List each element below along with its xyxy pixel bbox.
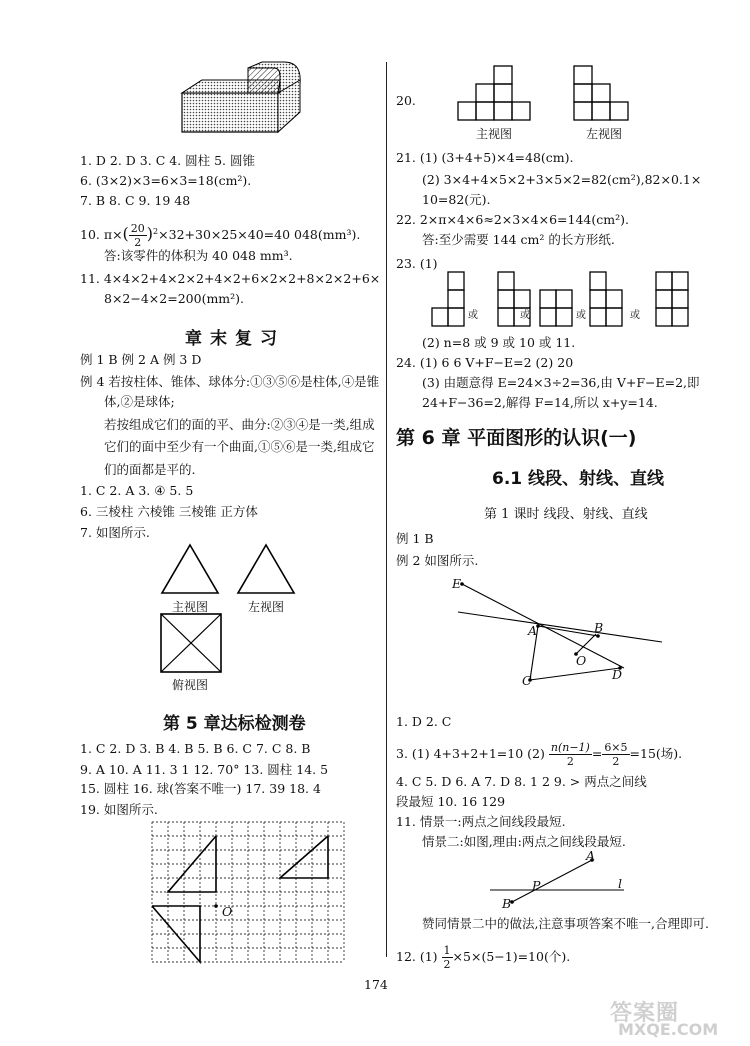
line-l-label: l xyxy=(618,876,622,891)
review-ans-1-5: 1. C 2. A 3. ④ 5. 5 xyxy=(80,483,194,498)
q21-line1: 21. (1) (3+4+5)×4=48(cm). xyxy=(396,150,574,165)
caption-front-view: 主视图 xyxy=(172,600,209,614)
test-ans-15-18: 15. 圆柱 16. 球(答案不唯一) 17. 39 18. 4 xyxy=(80,781,321,796)
fraction-numerator: 6×5 xyxy=(604,741,628,754)
test-ans-1-8: 1. C 2. D 3. B 4. B 5. B 6. C 7. C 8. B xyxy=(80,741,311,756)
review-ex-4-line3: 若按组成它们的面的平、曲分:②③④是一类,组成 xyxy=(104,417,375,432)
sec-ans-3-prefix: 3. (1) 4+3+2+1=10 (2) xyxy=(396,746,545,761)
q24-line3: 24+F−36=2,解得 F=14,所以 x+y=14. xyxy=(422,395,658,410)
ans-7-9: 7. B 8. C 9. 19 48 xyxy=(80,193,191,208)
solid-figure xyxy=(180,60,305,140)
ans-11-line2: 8×2−4×2=200(mm²). xyxy=(104,291,245,306)
sec-ans-11-line2: 情景二:如图,理由:两点之间线段最短. xyxy=(422,834,626,849)
sec-ans-11-line3: 赞同情景二中的做法,注意事项答案不唯一,合理即可. xyxy=(422,916,709,931)
q20-number: 20. xyxy=(396,93,416,108)
sec-ans-4-9-line2: 段最短 10. 16 129 xyxy=(396,794,506,809)
point-b: B xyxy=(594,620,604,635)
fraction-denominator: 2 xyxy=(134,236,142,249)
lines-figure xyxy=(448,572,668,690)
point-o: O xyxy=(576,653,587,668)
grid-figure xyxy=(152,822,344,964)
sec-ans-3 xyxy=(396,741,682,768)
sec-ans-12-prefix: 12. (1) xyxy=(396,949,438,964)
fraction-numerator: 20 xyxy=(130,222,145,235)
column-divider xyxy=(386,62,387,957)
sec-ans-3-rest: =15(场). xyxy=(629,746,683,761)
sec-ans-12-rest: ×5×(5−1)=10(个). xyxy=(452,949,571,964)
ans-10-rest: ×32+30×25×40=40 048(mm³). xyxy=(158,227,361,242)
caption-left-view: 左视图 xyxy=(248,600,285,614)
q23-or-1: 或 xyxy=(468,310,478,321)
fraction-numerator: 1 xyxy=(443,944,451,957)
watermark-url: MXQE.COM xyxy=(618,1020,719,1039)
example-1: 例 1 B xyxy=(396,531,434,546)
equals-sign: = xyxy=(591,746,603,761)
q23-or-4: 或 xyxy=(630,310,640,321)
fraction-numerator: n(n−1) xyxy=(550,741,590,754)
heading-lesson-1: 第 1 课时 线段、射线、直线 xyxy=(484,507,648,522)
point-a: A xyxy=(528,623,538,638)
heading-chapter-review: 章末复习 xyxy=(185,329,285,349)
q23-label: 23. (1) xyxy=(396,256,438,271)
test-ans-19: 19. 如图所示. xyxy=(80,802,158,817)
review-ex-4-line1: 例 4 若按柱体、锥体、球体分:①③⑤⑥是柱体,④是锥 xyxy=(80,374,380,389)
ans-10-conclusion: 答:该零件的体积为 40 048 mm³. xyxy=(104,248,293,263)
point-c: C xyxy=(522,673,532,688)
ans-6: 6. (3×2)×3=6×3=18(cm²). xyxy=(80,173,252,188)
q24-line2: (3) 由题意得 E=24×3÷2=36,由 V+F−E=2,即 xyxy=(422,375,700,390)
point-d: D xyxy=(612,667,623,682)
q22-line2: 答:至少需要 144 cm² 的长方形纸. xyxy=(422,232,615,247)
left-view-triangle xyxy=(236,543,296,595)
fraction-denominator: 2 xyxy=(612,755,620,768)
review-ex-4-line4: 它们的面中至少有一个曲面,①⑤⑥是一类,组成它 xyxy=(104,439,375,454)
q21-line2: (2) 3×4+4×5×2+3×5×2=82(cm²),82×0.1× xyxy=(422,172,702,187)
review-ex-4-line2: 体,②是球体; xyxy=(104,394,175,409)
q20-left-view xyxy=(572,64,632,122)
review-ans-7: 7. 如图所示. xyxy=(80,525,150,540)
fraction-denominator: 2 xyxy=(566,755,574,768)
point-a-2: A xyxy=(586,848,596,863)
q23-or-2: 或 xyxy=(520,310,530,321)
sec-ans-1-2: 1. D 2. C xyxy=(396,714,452,729)
ans-10: 10. π×( $\frac{20}{2}$ )$^2$×32+30×25×40=40 048(mm³). xyxy=(80,222,361,249)
point-p: P xyxy=(532,878,541,893)
grid-point-o: O xyxy=(222,904,233,919)
q23-part2: (2) n=8 或 9 或 10 或 11. xyxy=(422,335,576,350)
top-view-square xyxy=(160,613,222,673)
q21-line3: 10=82(元). xyxy=(422,192,491,207)
fraction-20-2 xyxy=(129,222,147,249)
page-number: 174 xyxy=(364,977,388,992)
fraction-6x5-over-2 xyxy=(602,741,629,768)
test-ans-9-14: 9. A 10. A 11. 3 1 12. 70° 13. 圆柱 14. 5 xyxy=(80,762,329,777)
fraction-denominator: 2 xyxy=(443,958,451,971)
fraction-n-n-1-over-2 xyxy=(549,741,592,768)
point-e: E xyxy=(452,576,462,591)
sec-ans-11-line1: 11. 情景一:两点之间线段最短. xyxy=(396,814,566,829)
sec-ans-12 xyxy=(396,944,570,971)
point-b-2: B xyxy=(502,896,512,911)
front-view-triangle xyxy=(160,543,220,595)
ans-1-5: 1. D 2. D 3. C 4. 圆柱 5. 圆锥 xyxy=(80,153,256,168)
q20-front-view xyxy=(456,64,532,122)
q23-or-3: 或 xyxy=(576,310,586,321)
fraction-1-2 xyxy=(442,944,453,971)
caption-top-view: 俯视图 xyxy=(172,678,209,692)
q24-line1: 24. (1) 6 6 V+F−E=2 (2) 20 xyxy=(396,355,574,370)
watermark-logo: 答案圈 xyxy=(610,1001,680,1026)
heading-section-6-1: 6.1 线段、射线、直线 xyxy=(492,469,665,489)
q20-caption-left: 左视图 xyxy=(586,127,623,141)
q22-line1: 22. 2×π×4×6≈2×3×4×6=144(cm²). xyxy=(396,212,629,227)
example-2: 例 2 如图所示. xyxy=(396,553,479,568)
review-ex-1-3: 例 1 B 例 2 A 例 3 D xyxy=(80,352,202,367)
heading-chapter5-test: 第 5 章达标检测卷 xyxy=(163,714,306,734)
q20-caption-front: 主视图 xyxy=(476,127,513,141)
review-ex-4-line5: 们的面都是平的. xyxy=(104,462,196,477)
sec-ans-4-9-line1: 4. C 5. D 6. A 7. D 8. 1 2 9. > 两点之间线 xyxy=(396,774,647,789)
q23-net-figures xyxy=(430,270,730,330)
ans-10-prefix: 10. π× xyxy=(80,227,123,242)
review-ans-6: 6. 三棱柱 六棱锥 三棱锥 正方体 xyxy=(80,504,258,519)
ans-11-line1: 11. 4×4×2+4×2×2+4×2+6×2×2+8×2×2+6× xyxy=(80,271,381,286)
heading-chapter6: 第 6 章 平面图形的认识(一) xyxy=(396,427,637,449)
